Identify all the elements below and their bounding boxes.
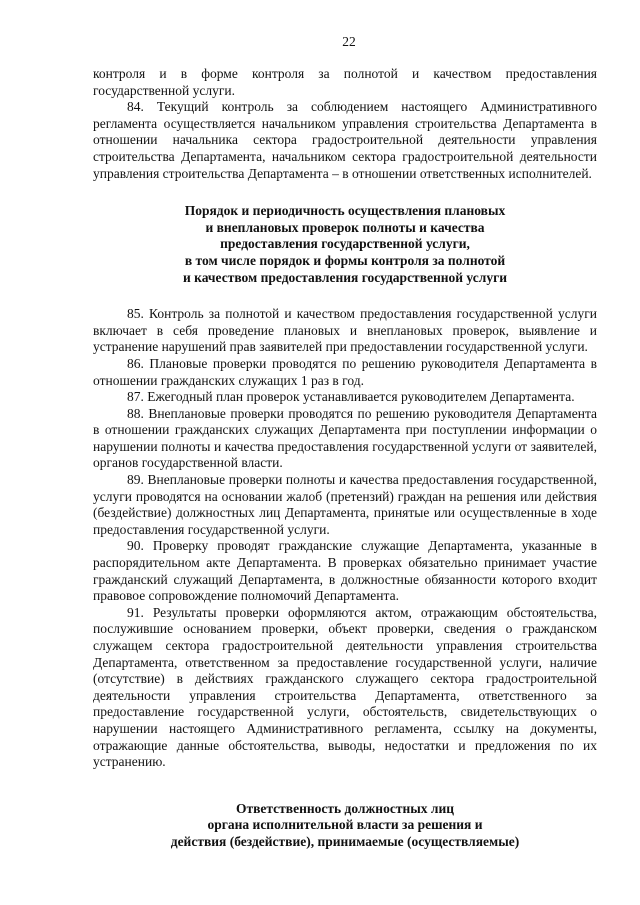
paragraph-87: 87. Ежегодный план проверок устанавливается руководителем Департамента. bbox=[127, 389, 575, 405]
heading-line: и внеплановых проверок полноты и качества bbox=[205, 219, 485, 235]
heading-line: органа исполнительной власти за решения и bbox=[207, 817, 483, 833]
paragraph-continuation: контроля и в форме контроля за полнотой и качеством предоставления государственной услуги. bbox=[93, 66, 597, 98]
paragraph-89: 89. Внеплановые проверки полноты и качества предоставления государственной, услуги проводятся на основании жалоб (претензий) граждан на решения или действия (бездействие) должностных лиц Департамента, принятые или осуществленные в ходе предоставления государственной услуги. bbox=[93, 472, 597, 537]
section-heading-responsibility bbox=[93, 801, 597, 851]
paragraph-86: 86. Плановые проверки проводятся по решению руководителя Департамента в отношении гражданских служащих 1 раз в год. bbox=[93, 355, 597, 388]
heading-line: действия (бездействие), принимаемые (осуществляемые) bbox=[170, 833, 520, 849]
section-heading-inspections bbox=[93, 203, 597, 286]
heading-line: предоставления государственной услуги, bbox=[220, 236, 470, 252]
heading-line: Ответственность должностных лиц bbox=[235, 800, 455, 816]
page-number: 22 bbox=[342, 34, 356, 49]
heading-line: и качеством предоставления государственной услуги bbox=[183, 269, 507, 285]
heading-line: в том числе порядок и формы контроля за полнотой bbox=[184, 252, 506, 268]
paragraph-88: 88. Внеплановые проверки проводятся по решению руководителя Департамента в отношении гражданских служащих Департамента при поступлении информации о нарушении полноты и качества предоставления государственной услуги от заявителей, органов государственной власти. bbox=[93, 405, 597, 471]
heading-line: Порядок и периодичность осуществления плановых bbox=[184, 203, 506, 219]
paragraph-90: 90. Проверку проводят гражданские служащие Департамента, указанные в распорядительном акте Департамента. В проверках обязательно принимает участие гражданский служащий Департамента, в должностные обязанности которого входит правовое сопровождение полномочий Департамента. bbox=[93, 538, 597, 604]
paragraph-84: 84. Текущий контроль за соблюдением настоящего Административного регламента осуществляется начальником управления строительства Департамента в отношении начальника сектора градостроительной деятельности управления строительства Департамента, начальником сектора градостроительной деятельности управления строительства Департамента – в отношении ответственных исполнителей. bbox=[93, 99, 597, 181]
paragraph-91: 91. Результаты проверки оформляются актом, отражающим обстоятельства, послужившие основанием проверки, объект проверки, сведения о гражданском служащем сектора градостроительной деятельности управления строительства Департамента, ответственном за предоставление государственной услуги, наличие (отсутствие) в действиях гражданского служащего сектора градостроительной деятельности управления строительства Департамента, ответственного за предоставление государственной услуги, обстоятельств, свидетельствующих о нарушении настоящего Административного регламента, ссылку на документы, отражающие данные обстоятельства, выводы, недостатки и предложения по их устранению. bbox=[93, 604, 597, 770]
paragraph-85: 85. Контроль за полнотой и качеством предоставления государственной услуги включает в себя проведение плановых и внеплановых проверок, выявление и устранение нарушений прав заявителей при предоставлении государственной услуги. bbox=[93, 306, 597, 355]
